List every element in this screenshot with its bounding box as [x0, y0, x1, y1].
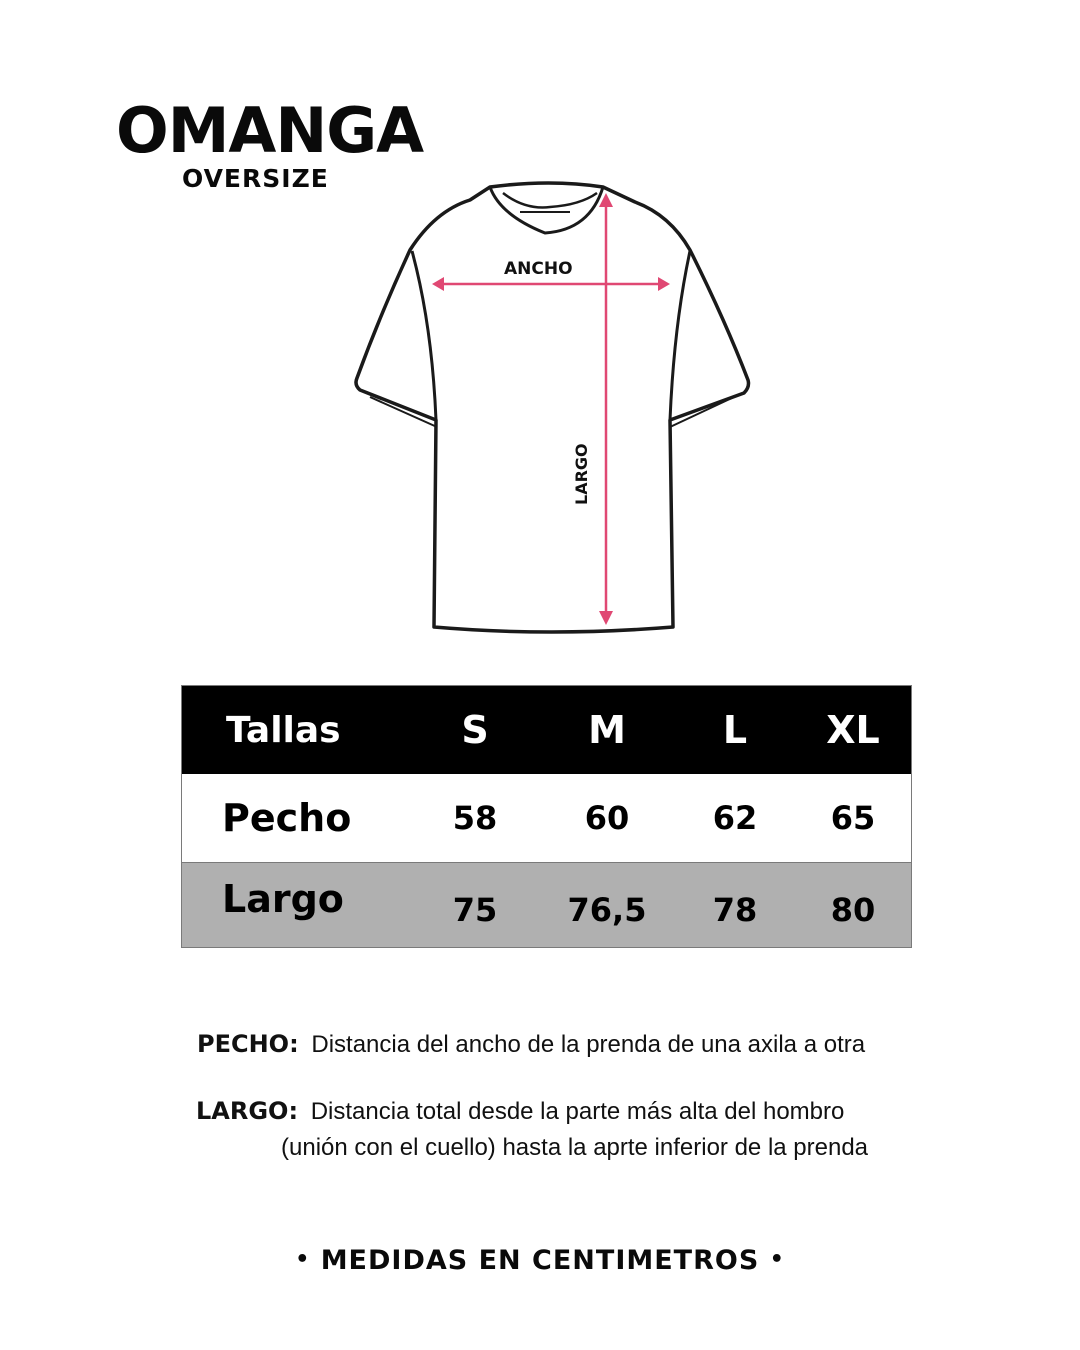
largo-s: 75 [452, 891, 498, 929]
definition-term: LARGO: [196, 1097, 299, 1125]
pecho-xl: 65 [830, 799, 876, 837]
length-measure-label: LARGO [572, 443, 591, 505]
header-label: Tallas [226, 709, 341, 751]
pecho-s: 58 [452, 799, 498, 837]
pecho-l: 62 [712, 799, 758, 837]
largo-l: 78 [712, 891, 758, 929]
definition-largo [196, 1097, 844, 1126]
size-chart-table [181, 685, 912, 948]
largo-xl: 80 [830, 891, 876, 929]
definition-largo-continued [281, 1134, 868, 1162]
width-measure-label: ANCHO [504, 259, 573, 279]
largo-m: 76,5 [567, 891, 647, 929]
size-m: M [588, 708, 626, 752]
tshirt-outline-icon [340, 175, 760, 645]
size-l: L [722, 708, 748, 752]
definition-text: (unión con el cuello) hasta la aprte inferior de la prenda [281, 1134, 869, 1161]
bullet-icon: • [769, 1247, 785, 1272]
row-label: Largo [222, 877, 344, 921]
units-note [0, 1245, 1080, 1276]
table-header-row [182, 686, 911, 774]
definition-term: PECHO: [197, 1030, 299, 1058]
tshirt-diagram [340, 175, 760, 645]
table-row-pecho [182, 774, 911, 863]
bullet-icon: • [295, 1247, 311, 1272]
brand-title: OMANGA [116, 94, 424, 167]
row-label: Pecho [222, 796, 352, 840]
size-s: S [461, 708, 489, 752]
brand-subtitle: OVERSIZE [182, 164, 329, 193]
definition-pecho [197, 1030, 865, 1059]
brand-logo [116, 94, 424, 193]
pecho-m: 60 [584, 799, 630, 837]
units-note-text: MEDIDAS EN CENTIMETROS [320, 1245, 760, 1276]
table-row-largo [182, 863, 911, 947]
definition-text: Distancia total desde la parte más alta del hombro [310, 1098, 845, 1125]
size-xl: XL [826, 708, 880, 752]
definition-text: Distancia del ancho de la prenda de una axila a otra [311, 1031, 866, 1058]
